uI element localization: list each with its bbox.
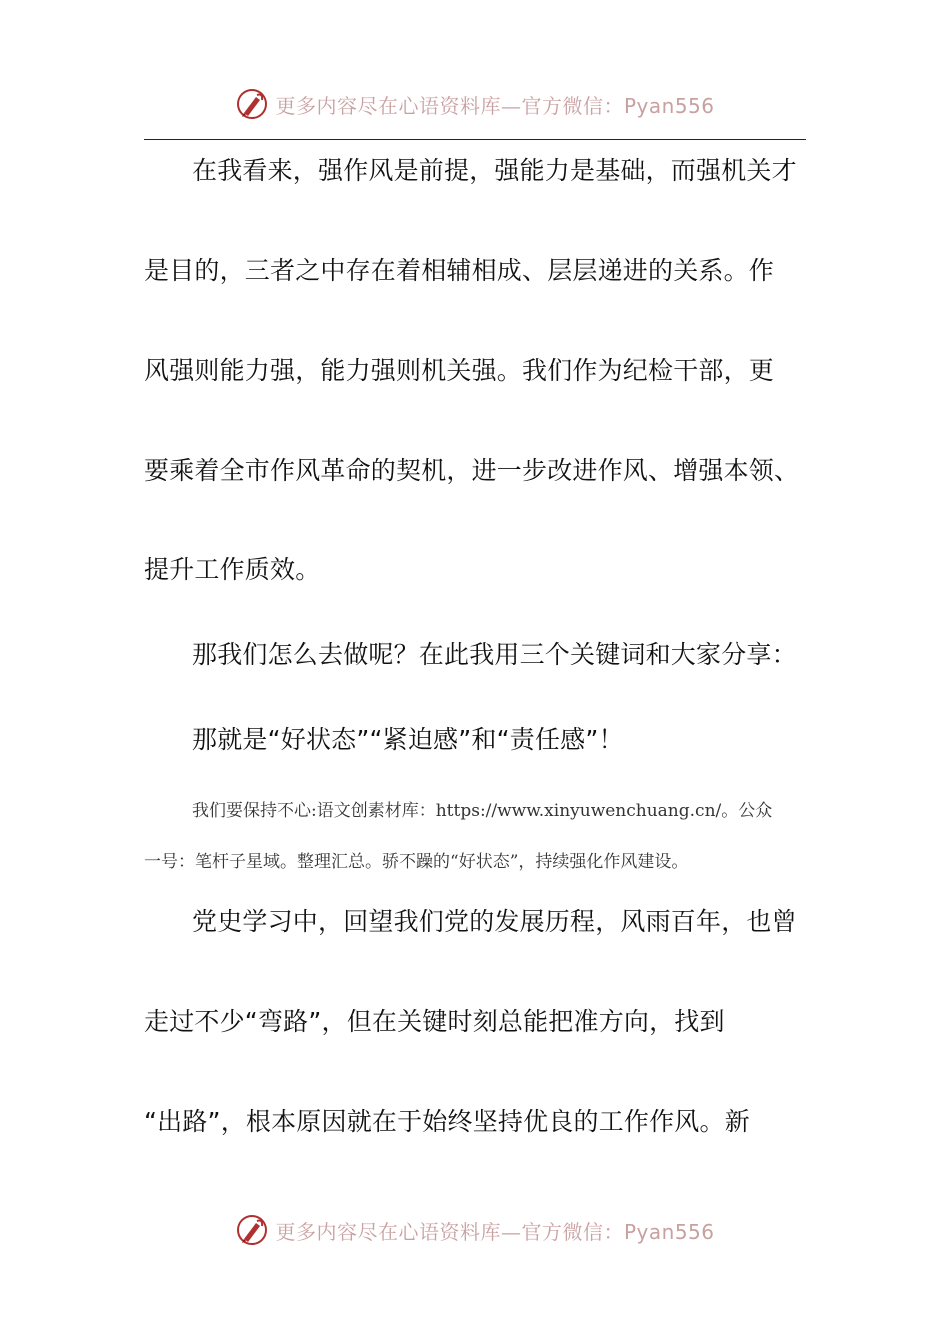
body-line: 风强则能力强，能力强则机关强。我们作为纪检干部，更 [144,356,775,385]
body-line: “出路”，根本原因就在于始终坚持优良的工作作风。新 [144,1107,750,1136]
header-wechat-label: 官方微信： [521,93,624,118]
body-line: 那就是“好状态”“紧迫感”和“责任感”！ [192,725,624,754]
footer-banner-text [275,1216,714,1245]
body-line: 那我们怎么去做呢？在此我用三个关键词和大家分享： [192,640,797,669]
pen-nib-logo-icon [235,87,269,121]
body-line: 我们要保持不心:语文创素材库：https://www.xinyuwenchuang.cn/。公众 [192,801,773,821]
body-line: 走过不少“弯路”，但在关键时刻总能把准方向，找到 [144,1007,725,1036]
body-line: 要乘着全市作风革命的契机，进一步改进作风、增强本领、 [144,456,800,485]
header-banner-dash: — [500,93,522,118]
footer-wechat-label: 官方微信： [521,1219,624,1244]
body-line: 党史学习中，回望我们党的发展历程，风雨百年，也曾 [192,907,797,936]
header-banner-text [275,90,714,119]
header-wechat-id: Pyan556 [623,93,715,118]
footer-banner-dash: — [500,1219,522,1244]
footer-wechat-id: Pyan556 [623,1219,715,1244]
body-line: 提升工作质效。 [144,555,321,584]
header-divider [144,139,806,140]
footer-banner [0,1210,950,1250]
header-banner [0,84,950,124]
body-line: 是目的，三者之中存在着相辅相成、层层递进的关系。作 [144,256,775,285]
pen-nib-logo-icon [235,1213,269,1247]
footer-banner-main: 更多内容尽在心语资料库 [275,1219,501,1244]
header-banner-main: 更多内容尽在心语资料库 [275,93,501,118]
body-line: 在我看来，强作风是前提，强能力是基础，而强机关才 [192,156,797,185]
body-line: 一号：笔杆子星域。整理汇总。骄不躁的“好状态”，持续强化作风建设。 [144,852,689,872]
